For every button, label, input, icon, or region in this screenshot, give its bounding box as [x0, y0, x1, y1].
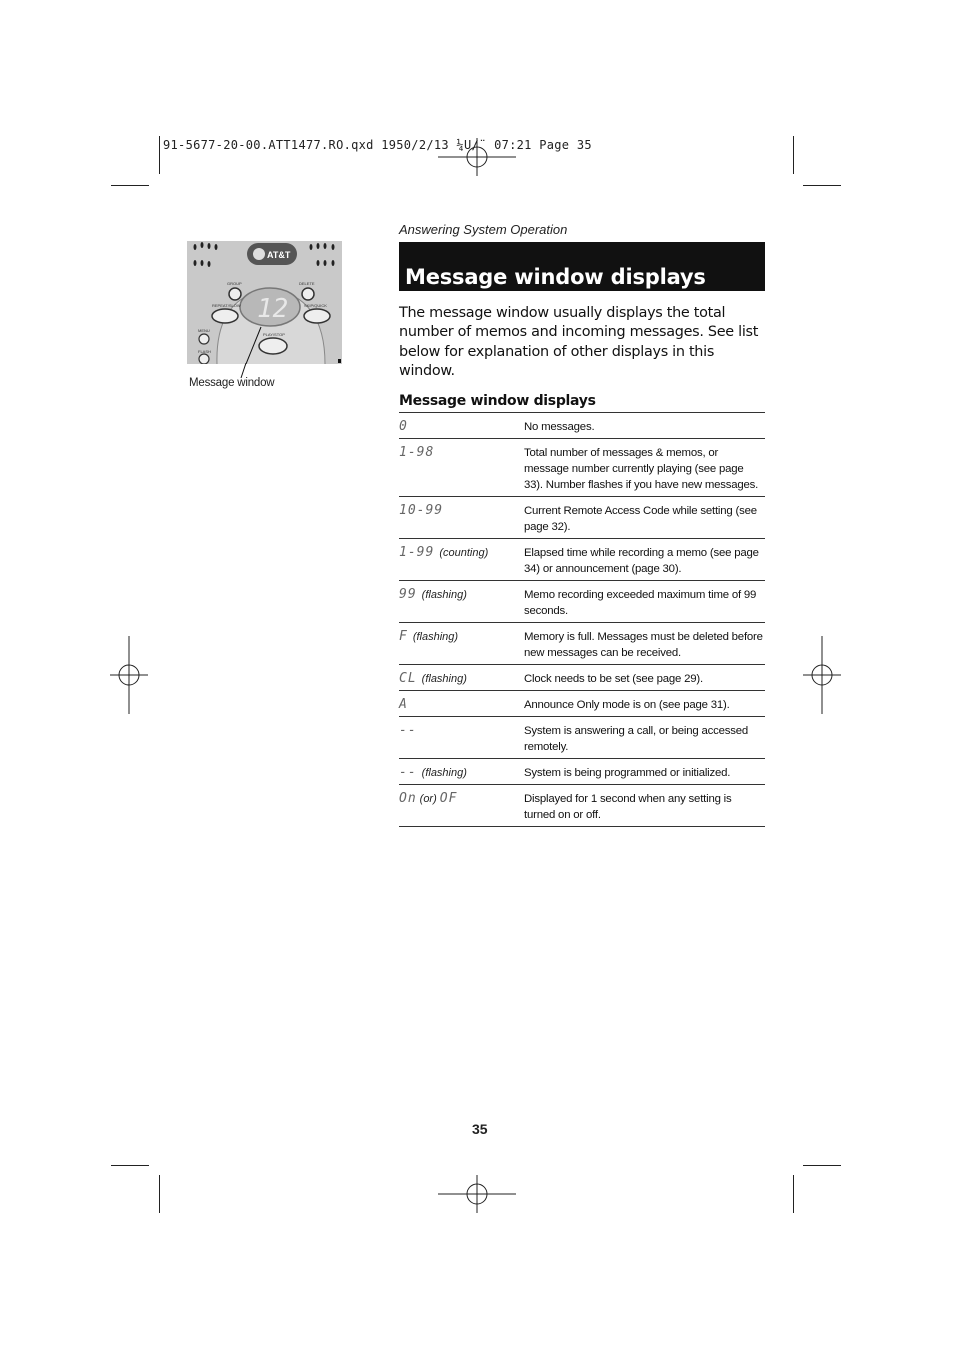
section-label: Answering System Operation — [399, 222, 568, 237]
svg-text:REPEAT/SLOW: REPEAT/SLOW — [212, 303, 241, 308]
display-code: -- — [399, 765, 417, 780]
display-description: Memo recording exceeded maximum time of 99 seconds. — [524, 589, 757, 617]
table-heading: Message window displays — [399, 393, 596, 409]
svg-text:FLASH: FLASH — [198, 349, 211, 354]
display-description: Current Remote Access Code while setting (see page 32). — [524, 505, 757, 533]
display-code: 1-98 — [399, 445, 435, 460]
print-slug: 91-5677-20-00.ATT1477.RO.qxd 1950/2/13 ¼U/¨ 07:21 Page 35 — [163, 138, 592, 152]
svg-text:DELETE: DELETE — [299, 281, 315, 286]
page-title: Message window displays — [405, 265, 706, 289]
display-code: 10-99 — [399, 503, 444, 518]
svg-text:GROUP: GROUP — [227, 281, 242, 286]
display-description: Total number of messages & memos, or message number currently playing (see page 33). Number flashes if you have new messages. — [524, 447, 759, 491]
display-description: Announce Only mode is on (see page 31). — [524, 699, 730, 711]
display-description: System is being programmed or initialized. — [524, 767, 731, 779]
registration-mark-left — [110, 636, 148, 714]
device-photo — [187, 241, 342, 364]
display-code: -- — [399, 723, 417, 738]
display-connector: (or) — [419, 793, 437, 805]
display-code: A — [399, 697, 408, 712]
brand-logo: AT&T — [267, 250, 291, 260]
title-bar — [399, 242, 765, 291]
registration-mark-bottom — [438, 1175, 516, 1213]
display-description: Clock needs to be set (see page 29). — [524, 673, 703, 685]
display-note: (flashing) — [421, 589, 467, 601]
intro-paragraph: The message window usually displays the total number of memos and incoming messages. See list below for explanation of other displays in this window. — [399, 305, 759, 379]
svg-text:SKIP/QUICK: SKIP/QUICK — [304, 303, 327, 308]
display-code: 0 — [399, 419, 408, 434]
display-note: (flashing) — [421, 673, 467, 685]
display-code: F — [399, 629, 408, 644]
display-code: On — [399, 791, 417, 806]
display-description: Displayed for 1 second when any setting is turned on or off. — [524, 793, 732, 821]
table-row — [399, 497, 765, 539]
table-row — [399, 413, 765, 439]
table-row — [399, 539, 765, 581]
display-note: (flashing) — [412, 631, 459, 643]
display-description: No messages. — [524, 421, 595, 433]
svg-text:MENU: MENU — [198, 328, 210, 333]
display-code-alt: OF — [439, 791, 458, 806]
display-note: (counting) — [439, 547, 489, 559]
display-description: Memory is full. Messages must be deleted before new messages can be received. — [524, 631, 763, 659]
table-row — [399, 691, 765, 717]
display-code: 99 — [399, 587, 417, 602]
photo-caption: Message window — [189, 377, 275, 389]
table-row — [399, 759, 765, 785]
page-number: 35 — [472, 1121, 488, 1137]
table-row — [399, 581, 765, 623]
table-row — [399, 785, 765, 827]
display-description: System is answering a call, or being accessed remotely. — [524, 725, 748, 753]
display-note: (flashing) — [421, 767, 467, 779]
table-row — [399, 439, 765, 497]
registration-mark-right — [803, 636, 841, 714]
display-description: Elapsed time while recording a memo (see page 34) or announcement (page 30). — [524, 547, 759, 575]
svg-text:PLAY/STOP: PLAY/STOP — [263, 332, 285, 337]
table-row — [399, 665, 765, 691]
display-code: 1-99 — [399, 545, 435, 560]
display-table — [399, 412, 765, 827]
table-row — [399, 717, 765, 759]
message-window-digits: 12 — [257, 294, 289, 324]
display-code: CL — [399, 671, 417, 686]
table-row — [399, 623, 765, 665]
